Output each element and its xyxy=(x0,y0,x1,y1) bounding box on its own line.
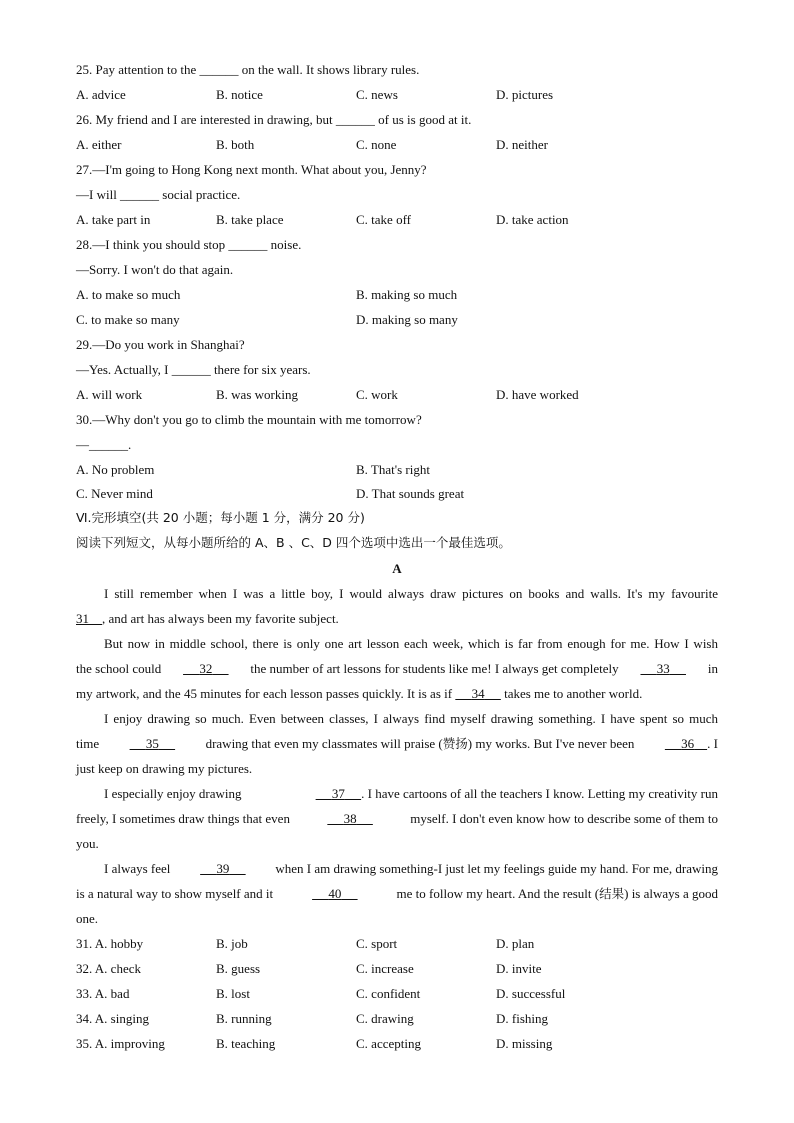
option-b: B. running xyxy=(216,1011,272,1026)
option-a: 32. A. check xyxy=(76,961,141,976)
option-c: C. work xyxy=(356,387,398,402)
option-d: D. plan xyxy=(496,936,535,951)
passage-line: the school could 32 the number of art lessons for students like me! I always get completely 33 in xyxy=(76,661,718,676)
passage-line: I especially enjoy drawing 37 . I have cartoons of all the teachers I know. Letting my creativity run xyxy=(104,786,718,801)
option-a: 35. A. improving xyxy=(76,1036,165,1051)
passage-text: , and art has always been my favorite subject. xyxy=(102,611,339,626)
option-b: B. notice xyxy=(216,87,263,102)
option-c: C. accepting xyxy=(356,1036,421,1051)
option-c: C. none xyxy=(356,137,397,152)
blank-39: 39 xyxy=(216,861,230,876)
option-b: B. lost xyxy=(216,986,250,1001)
option-d: D. neither xyxy=(496,137,548,152)
question-stem: 29.—Do you work in Shanghai? xyxy=(76,337,245,352)
passage-line: you. xyxy=(76,836,99,851)
option-c: C. sport xyxy=(356,936,398,951)
passage-line: just keep on drawing my pictures. xyxy=(76,761,253,776)
passage-line: I always feel 39 when I am drawing something-I just let my feelings guide my hand. For me, drawing xyxy=(104,861,718,876)
question-stem: 27.—I'm going to Hong Kong next month. What about you, Jenny? xyxy=(76,162,427,177)
question-stem: 30.—Why don't you go to climb the mountain with me tomorrow? xyxy=(76,412,422,427)
option-a: A. to make so much xyxy=(76,287,181,302)
passage-line: I enjoy drawing so much. Even between classes, I always find myself drawing something. I have spent so much xyxy=(104,711,718,726)
passage-line: my artwork, and the 45 minutes for each lesson passes quickly. It is as if 34 takes me to another world. xyxy=(76,686,643,701)
option-b: B. teaching xyxy=(216,1036,276,1051)
option-a: 34. A. singing xyxy=(76,1011,149,1026)
blank-32: 32 xyxy=(199,661,213,676)
option-a: A. take part in xyxy=(76,212,151,227)
blank-34: 34 xyxy=(471,686,485,701)
blank-37: 37 xyxy=(331,786,345,801)
option-a: 31. A. hobby xyxy=(76,936,144,951)
option-b: B. guess xyxy=(216,961,261,976)
question-stem: —Yes. Actually, I ______ there for six years. xyxy=(76,362,311,377)
blank-38: 38 xyxy=(343,811,357,826)
passage-title: A xyxy=(392,561,402,576)
passage-line: is a natural way to show myself and it 40 me to follow my heart. And the result (结果) is always a good xyxy=(76,886,718,901)
passage-line: But now in middle school, there is only one art lesson each week, which is far from enough for me. How I wish xyxy=(104,636,718,651)
passage-line xyxy=(76,612,339,625)
option-c: C. news xyxy=(356,87,398,102)
option-a: A. will work xyxy=(76,387,143,402)
passage-line: time 35 drawing that even my classmates will praise (赞扬) my works. But I've never been 36 . I xyxy=(76,736,718,751)
question-stem: 26. My friend and I are interested in drawing, but ______ of us is good at it. xyxy=(76,112,472,127)
option-b: B. job xyxy=(216,936,248,951)
option-b: B. take place xyxy=(216,212,284,227)
passage-line: I still remember when I was a little boy, I would always draw pictures on books and walls. It's my favourite xyxy=(104,586,718,601)
question-stem: 28.—I think you should stop ______ noise. xyxy=(76,237,302,252)
question-stem: —______. xyxy=(76,437,132,452)
section-instruction: 阅读下列短文，从每小题所给的 A、B 、C、D 四个选项中选出一个最佳选项。 xyxy=(76,535,511,550)
option-b: B. making so much xyxy=(356,287,458,302)
passage-line: one. xyxy=(76,911,99,926)
option-c: C. drawing xyxy=(356,1011,414,1026)
option-c: C. increase xyxy=(356,961,414,976)
question-stem: 25. Pay attention to the ______ on the wall. It shows library rules. xyxy=(76,62,420,77)
option-d: D. have worked xyxy=(496,387,579,402)
blank-33: 33 xyxy=(656,661,670,676)
question-stem: —Sorry. I won't do that again. xyxy=(76,262,234,277)
blank-36: 36 xyxy=(681,736,695,751)
option-d: D. missing xyxy=(496,1036,553,1051)
option-d: D. invite xyxy=(496,961,542,976)
blank-35: 35 xyxy=(145,736,159,751)
option-c: C. Never mind xyxy=(76,486,153,501)
question-stem: —I will ______ social practice. xyxy=(76,187,241,202)
option-d: D. making so many xyxy=(356,312,458,327)
option-a: A. either xyxy=(76,137,122,152)
section-heading: Ⅵ.完形填空(共 20 小题；每小题 1 分，满分 20 分) xyxy=(76,510,365,525)
blank-40: 40 xyxy=(328,886,342,901)
option-d: D. pictures xyxy=(496,87,554,102)
option-d: D. take action xyxy=(496,212,569,227)
option-c: C. take off xyxy=(356,212,411,227)
option-d: D. That sounds great xyxy=(356,486,465,501)
option-a: 33. A. bad xyxy=(76,986,130,1001)
option-c: C. to make so many xyxy=(76,312,180,327)
option-b: B. both xyxy=(216,137,255,152)
option-d: D. successful xyxy=(496,986,566,1001)
option-d: D. fishing xyxy=(496,1011,548,1026)
blank-31: 31 xyxy=(76,611,89,626)
option-b: B. was working xyxy=(216,387,298,402)
option-a: A. advice xyxy=(76,87,126,102)
passage-line: freely, I sometimes draw things that even 38 myself. I don't even know how to describe some of them to xyxy=(76,811,718,826)
option-a: A. No problem xyxy=(76,462,155,477)
option-c: C. confident xyxy=(356,986,421,1001)
option-b: B. That's right xyxy=(356,462,430,477)
